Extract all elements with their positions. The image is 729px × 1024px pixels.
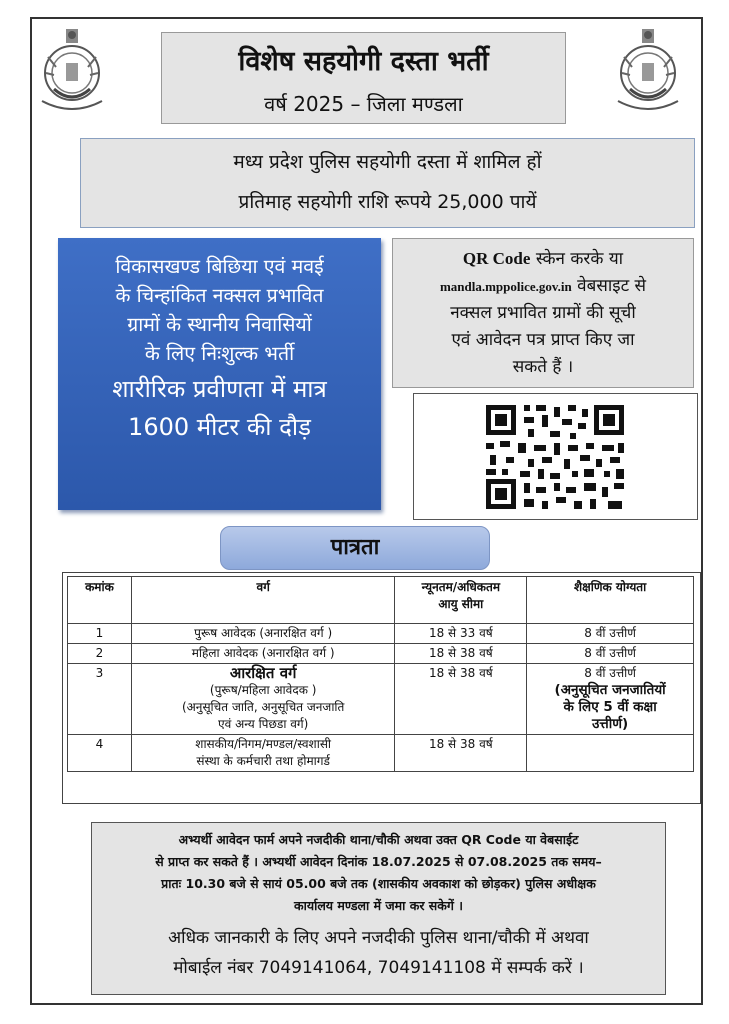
column-header-age-line-1: न्यूनतम/अधिकतम: [421, 580, 501, 594]
category-cell: [131, 664, 395, 735]
eligibility-heading: पात्रता: [220, 526, 490, 570]
qr-line-2-rest: वेबसाइट से: [577, 276, 647, 296]
category-cell: पुरूष आवेदक (अनारक्षित वर्ग ): [131, 624, 395, 644]
category-line: शासकीय/निगम/मण्डल/स्वशासी: [195, 737, 332, 751]
physical-test-line-2: 1600 मीटर की दौड़: [128, 413, 311, 441]
website-link[interactable]: mandla.mppolice.gov.in: [439, 279, 572, 294]
highlight-line-2: के चिन्हांकित नक्सल प्रभावित: [115, 284, 324, 307]
qr-code-icon[interactable]: [484, 403, 626, 511]
age-cell: 18 से 38 वर्ष: [395, 664, 527, 735]
column-header-age-line-2: आयु सीमा: [438, 597, 484, 611]
qr-line-5: सकते हैं ।: [512, 357, 574, 377]
serial-cell: 1: [68, 624, 132, 644]
info-line-4: कार्यालय मण्डला में जमा कर सकेगें ।: [294, 898, 463, 913]
column-header-education: शैक्षणिक योग्यता: [527, 577, 694, 624]
education-cell: [527, 735, 694, 772]
category-line: एवं अन्य पिछडा वर्ग): [217, 717, 309, 731]
serial-cell: 3: [68, 664, 132, 735]
age-cell: 18 से 38 वर्ष: [395, 735, 527, 772]
recruitment-highlight-panel: [58, 238, 381, 510]
eligibility-table-frame: [62, 572, 701, 804]
police-emblem-left: [36, 27, 108, 115]
qr-line-4: एवं आवेदन पत्र प्राप्त किए जा: [451, 330, 635, 350]
education-note-line: (अनुसूचित जनजातियों: [554, 682, 666, 698]
info-line-3: प्रातः 10.30 बजे से सायं 05.00 बजे तक (शासकीय अवकाश को छोड़कर) पुलिस अधीक्षक: [161, 876, 596, 891]
education-note-line: के लिए 5 वीं कक्षा: [563, 699, 657, 715]
table-row: [68, 644, 694, 664]
highlight-line-4: के लिए निःशुल्क भर्ती: [144, 342, 295, 365]
qr-line-1-rest: स्केन करके या: [535, 249, 624, 269]
table-row: [68, 624, 694, 644]
column-header-category: वर्ग: [131, 577, 395, 624]
education-cell: 8 वीं उत्तीर्ण: [527, 644, 694, 664]
highlight-line-3: ग्रामों के स्थानीय निवासियों: [127, 313, 312, 336]
info-line-1: अभ्यर्थी आवेदन फार्म अपने नजदीकी थाना/चौकी अथवा उक्त QR Code या वेबसाईट: [178, 832, 579, 847]
page-subtitle: वर्ष 2025 – जिला मण्डला: [264, 92, 463, 116]
category-line: (अनुसूचित जाति, अनुसूचित जनजाति: [181, 700, 345, 714]
table-header-row: [68, 577, 694, 624]
info-line-2: से प्राप्त कर सकते हैं । अभ्यर्थी आवेदन दिनांक 18.07.2025 से 07.08.2025 तक समय–: [155, 854, 602, 869]
promo-line-2: प्रतिमाह सहयोगी राशि रूपये 25,000 पायें: [238, 191, 537, 213]
column-header-serial: कमांक: [68, 577, 132, 624]
table-row: [68, 664, 694, 735]
qr-code-label: QR Code: [462, 249, 531, 268]
category-cell: महिला आवेदक (अनारक्षित वर्ग ): [131, 644, 395, 664]
education-cell: [527, 664, 694, 735]
education-note-line: उत्तीर्ण): [592, 716, 629, 732]
physical-test-line-1: शारीरिक प्रवीणता में मात्र: [112, 375, 327, 403]
promo-banner: [80, 138, 695, 228]
age-cell: 18 से 33 वर्ष: [395, 624, 527, 644]
column-header-age: [395, 577, 527, 624]
eligibility-table: [67, 576, 694, 772]
category-line: संस्था के कर्मचारी तथा होमागर्ड: [196, 754, 330, 768]
serial-cell: 4: [68, 735, 132, 772]
age-cell: 18 से 38 वर्ष: [395, 644, 527, 664]
category-line: (पुरूष/महिला आवेदक ): [209, 683, 317, 697]
page-title: विशेष सहयोगी दस्ता भर्ती: [238, 46, 489, 77]
title-box: [161, 32, 566, 124]
category-cell: [131, 735, 395, 772]
serial-cell: 2: [68, 644, 132, 664]
contact-line-2: मोबाईल नंबर 7049141064, 7049141108 में सम्पर्क करें ।: [173, 958, 584, 978]
education-value: 8 वीं उत्तीर्ण: [584, 666, 636, 680]
highlight-line-1: विकासखण्ड बिछिया एवं मवई: [115, 255, 324, 278]
application-info-box: [91, 822, 666, 995]
qr-line-3: नक्सल प्रभावित ग्रामों की सूची: [450, 303, 636, 323]
education-cell: 8 वीं उत्तीर्ण: [527, 624, 694, 644]
police-emblem-right: [612, 27, 684, 115]
reserved-category-heading: आरक्षित वर्ग: [229, 664, 297, 682]
promo-line-1: मध्य प्रदेश पुलिस सहयोगी दस्ता में शामिल हों: [233, 151, 542, 173]
qr-info-box: [392, 238, 694, 388]
contact-line-1: अधिक जानकारी के लिए अपने नजदीकी पुलिस थाना/चौकी में अथवा: [168, 928, 589, 948]
table-row: [68, 735, 694, 772]
